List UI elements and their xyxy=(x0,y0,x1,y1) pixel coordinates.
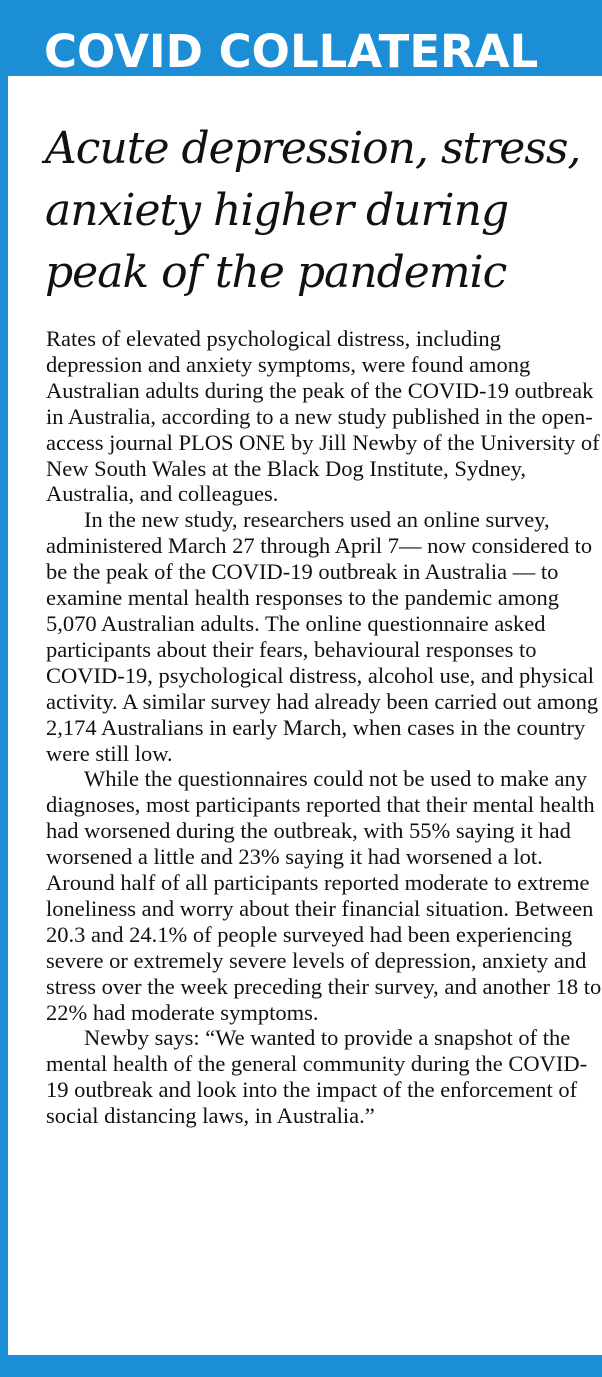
article-panel xyxy=(8,76,602,1355)
header-band xyxy=(0,0,602,76)
body-paragraph-1: Rates of elevated psychological distress, including depression and anxiety symptoms, were found among Australian adults during the peak of the COVID-19 outbreak in Australia, according to a new study published in the open-access journal PLOS ONE by Jill Newby of the University of New South Wales at the Black Dog Institute, Sydney, Australia, and colleagues. xyxy=(46,326,600,507)
body-paragraph-3: While the questionnaires could not be used to make any diagnoses, most participants reported that their mental health had worsened during the outbreak, with 55% saying it had worsened a little and 23% saying it had worsened a lot. Around half of all participants reported moderate to extreme loneliness and worry about their financial situation. Between 20.3 and 24.1% of people surveyed had been experiencing severe or extremely severe levels of depression, anxiety and stress over the week preceding their survey, and another 18 to 22% had moderate symptoms. xyxy=(46,766,602,1025)
body-paragraph-4: Newby says: “We wanted to provide a snapshot of the mental health of the general community during the COVID-19 outbreak and look into the impact of the enforcement of social distancing laws, in Australia.” xyxy=(46,1025,588,1129)
section-kicker: COVID COLLATERAL xyxy=(44,25,539,76)
body-paragraph-2: In the new study, researchers used an online survey, administered March 27 through April 7— now considered to be the peak of the COVID-19 outbreak in Australia — to examine mental health responses to the pandemic among 5,070 Australian adults. The online questionnaire asked participants about their fears, behavioural responses to COVID-19, psychological distress, alcohol use, and physical activity. A similar survey had already been carried out among 2,174 Australians in early March, when cases in the country were still low. xyxy=(46,507,599,766)
article-body xyxy=(46,326,602,1129)
article-headline: Acute depression, stress, anxiety higher during peak of the pandemic xyxy=(45,123,581,298)
